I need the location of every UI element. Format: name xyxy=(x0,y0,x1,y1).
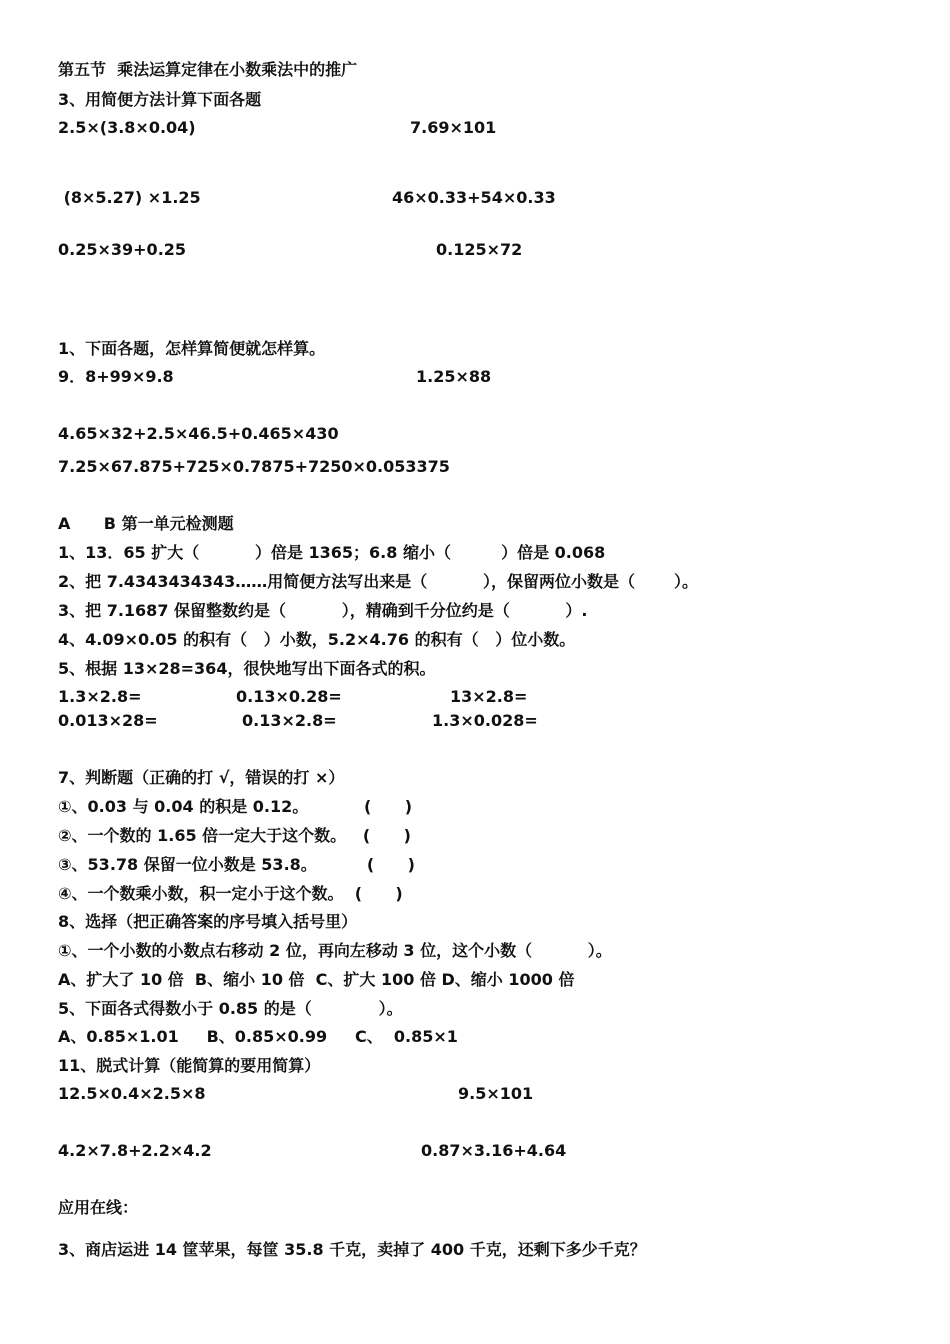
expression: 0.13×0.28= xyxy=(236,687,342,706)
section-title: A B 第一单元检测题 xyxy=(58,514,234,533)
question-text: ③、53.78 保留一位小数是 53.8。 ( ) xyxy=(58,855,415,874)
answer-options: A、扩大了 10 倍 B、缩小 10 倍 C、扩大 100 倍 D、缩小 1000 倍 xyxy=(58,970,575,989)
expression: 0.13×2.8= xyxy=(242,711,337,730)
question-text: ①、0.03 与 0.04 的积是 0.12。 ( ) xyxy=(58,797,413,816)
question-text: 4、4.09×0.05 的积有（ ）小数，5.2×4.76 的积有（ ）位小数。 xyxy=(58,630,576,649)
question-text: ①、一个小数的小数点右移动 2 位，再向左移动 3 位，这个小数（ ）。 xyxy=(58,941,612,960)
expression: 1.3×0.028= xyxy=(432,711,538,730)
expression: 9．8+99×9.8 xyxy=(58,367,174,386)
expression: 1.3×2.8= xyxy=(58,687,142,706)
expression: (8×5.27) ×1.25 xyxy=(58,188,201,207)
expression: 13×2.8= xyxy=(450,687,528,706)
question-heading: 8、选择（把正确答案的序号填入括号里） xyxy=(58,912,358,931)
question-heading: 11、脱式计算（能简算的要用简算） xyxy=(58,1056,321,1075)
expression: 2.5×(3.8×0.04) xyxy=(58,118,196,137)
expression: 0.013×28= xyxy=(58,711,158,730)
section-title: 应用在线： xyxy=(58,1198,139,1217)
expression: 4.2×7.8+2.2×4.2 xyxy=(58,1141,212,1160)
expression: 0.125×72 xyxy=(436,240,523,259)
section-title: 第五节 乘法运算定律在小数乘法中的推广 xyxy=(58,60,358,79)
expression: 9.5×101 xyxy=(458,1084,534,1103)
expression: 7.25×67.875+725×0.7875+7250×0.053375 xyxy=(58,457,450,476)
answer-options: A、0.85×1.01 B、0.85×0.99 C、 0.85×1 xyxy=(58,1027,458,1046)
expression: 12.5×0.4×2.5×8 xyxy=(58,1084,206,1103)
expression: 0.25×39+0.25 xyxy=(58,240,187,259)
question-text: ④、一个数乘小数，积一定小于这个数。 ( ) xyxy=(58,884,403,903)
question-text: 2、把 7.4343434343……用简便方法写出来是（ ），保留两位小数是（ ）。 xyxy=(58,572,698,591)
question-heading: 1、下面各题，怎样算简便就怎样算。 xyxy=(58,339,326,358)
expression: 0.87×3.16+4.64 xyxy=(421,1141,567,1160)
word-problem: 3、商店运进 14 筐苹果，每筐 35.8 千克，卖掉了 400 千克，还剩下多少千克？ xyxy=(58,1240,646,1259)
question-text: ②、一个数的 1.65 倍一定大于这个数。 ( ) xyxy=(58,826,411,845)
expression: 4.65×32+2.5×46.5+0.465×430 xyxy=(58,424,339,443)
question-text: 1、13．65 扩大（ ）倍是 1365；6.8 缩小（ ）倍是 0.068 xyxy=(58,543,606,562)
question-text: 3、把 7.1687 保留整数约是（ ），精确到千分位约是（ ）. xyxy=(58,601,588,620)
expression: 1.25×88 xyxy=(416,367,492,386)
question-text: 5、根据 13×28=364，很快地写出下面各式的积。 xyxy=(58,659,436,678)
question-heading: 7、判断题（正确的打 √，错误的打 ×） xyxy=(58,768,345,787)
question-heading: 3、用简便方法计算下面各题 xyxy=(58,90,262,109)
expression: 7.69×101 xyxy=(410,118,497,137)
expression: 46×0.33+54×0.33 xyxy=(392,188,556,207)
question-text: 5、下面各式得数小于 0.85 的是（ ）。 xyxy=(58,999,403,1018)
